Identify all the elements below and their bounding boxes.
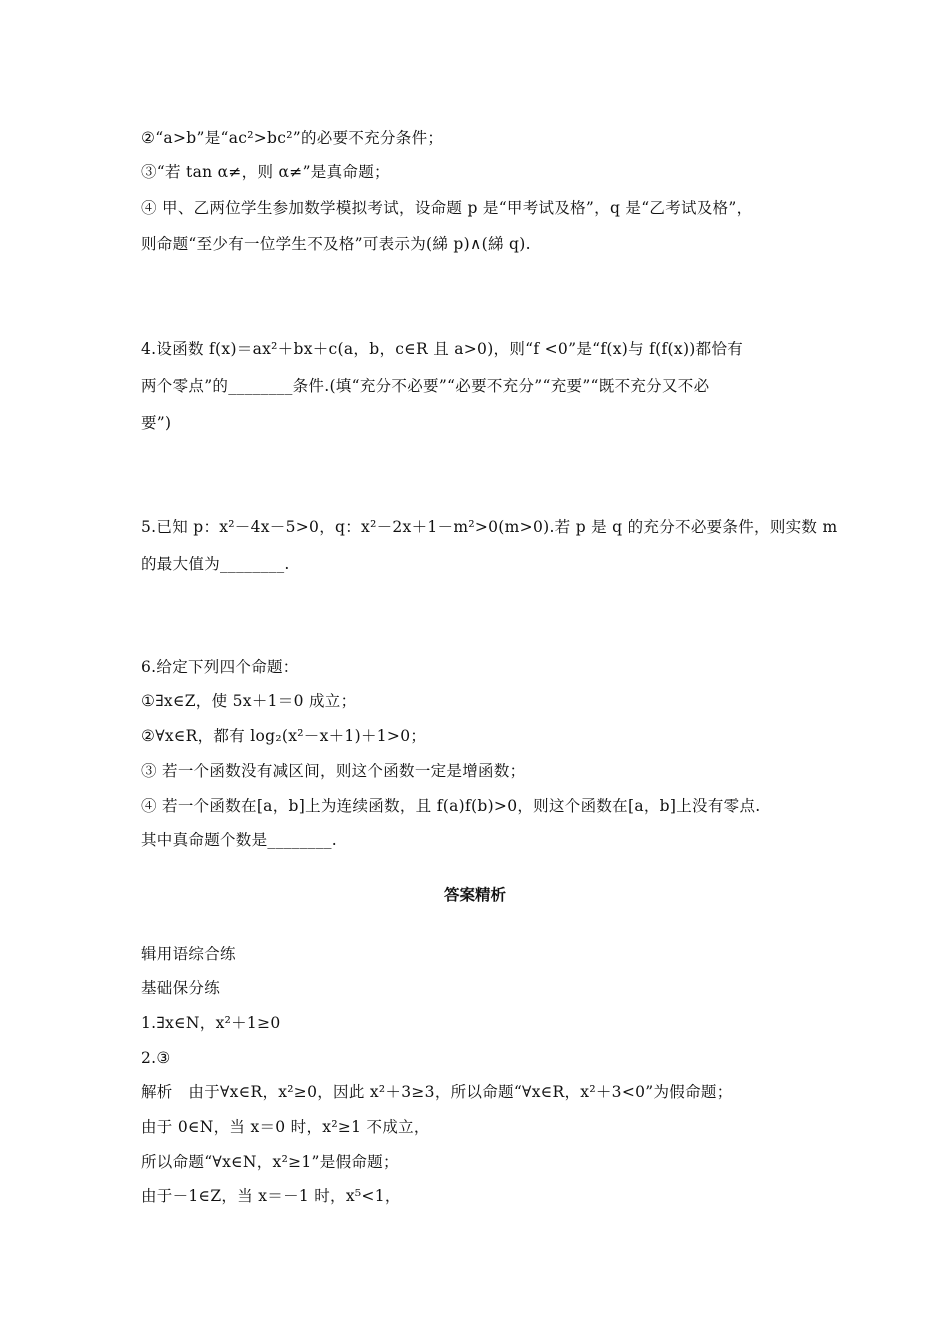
answer-line4: 由于－1∈Z，当 x＝－1 时，x⁵<1， (141, 1187, 401, 1205)
problem6-item4: ④ 若一个函数在[a，b]上为连续函数，且 f(a)f(b)>0，则这个函数在[a，b]上没有零点. (141, 797, 761, 815)
answer-line3: 所以命题“∀x∈N，x²≥1”是假命题； (141, 1153, 399, 1171)
problem6-item1: ①∃x∈Z，使 5x＋1＝0 成立； (141, 692, 357, 710)
answer-explanation: 解析 由于∀x∈R，x²≥0，因此 x²＋3≥3，所以命题“∀x∈R，x²＋3<0”为假命题； (141, 1083, 733, 1101)
problem3-item3: ③“若 tan α≠，则 α≠”是真命题； (141, 163, 390, 181)
answer-1: 1.∃x∈N，x²＋1≥0 (141, 1014, 281, 1032)
answers-title: 答案精析 (443, 886, 506, 904)
problem3-item4-line2: 则命题“至少有一位学生不及格”可表示为(綈 p)∧(綈 q). (141, 235, 531, 253)
problem5-line1: 5.已知 p：x²－4x－5>0，q：x²－2x＋1－m²>0(m>0).若 p 是 q 的充分不必要条件，则实数 m (141, 518, 838, 536)
problem5-line2: 的最大值为________. (141, 555, 290, 573)
problem4-line2: 两个零点”的________条件.(填“充分不必要”“必要不充分”“充要”“既不充分又不必 (141, 377, 710, 395)
problem3-item4-line1: ④ 甲、乙两位学生参加数学模拟考试，设命题 p 是“甲考试及格”，q 是“乙考试及格”， (141, 199, 753, 217)
problem6-item2: ②∀x∈R，都有 log₂(x²－x＋1)＋1>0； (141, 727, 427, 745)
problem6-item3: ③ 若一个函数没有减区间，则这个函数一定是增函数； (141, 762, 526, 780)
answer-line2: 由于 0∈N，当 x＝0 时，x²≥1 不成立， (141, 1118, 430, 1136)
answers-section1: 辑用语综合练 (141, 945, 236, 963)
answer-2: 2.③ (141, 1049, 171, 1067)
answers-section2: 基础保分练 (141, 979, 221, 997)
problem6-question: 其中真命题个数是________. (141, 831, 338, 849)
problem4-line1: 4.设函数 f(x)＝ax²＋bx＋c(a，b，c∈R 且 a>0)，则“f <0”是“f(x)与 f(f(x))都恰有 (141, 340, 744, 358)
problem3-item2: ②“a>b”是“ac²>bc²”的必要不充分条件； (141, 129, 444, 147)
problem6-stem: 6.给定下列四个命题： (141, 658, 299, 676)
problem4-line3: 要”) (141, 414, 172, 432)
